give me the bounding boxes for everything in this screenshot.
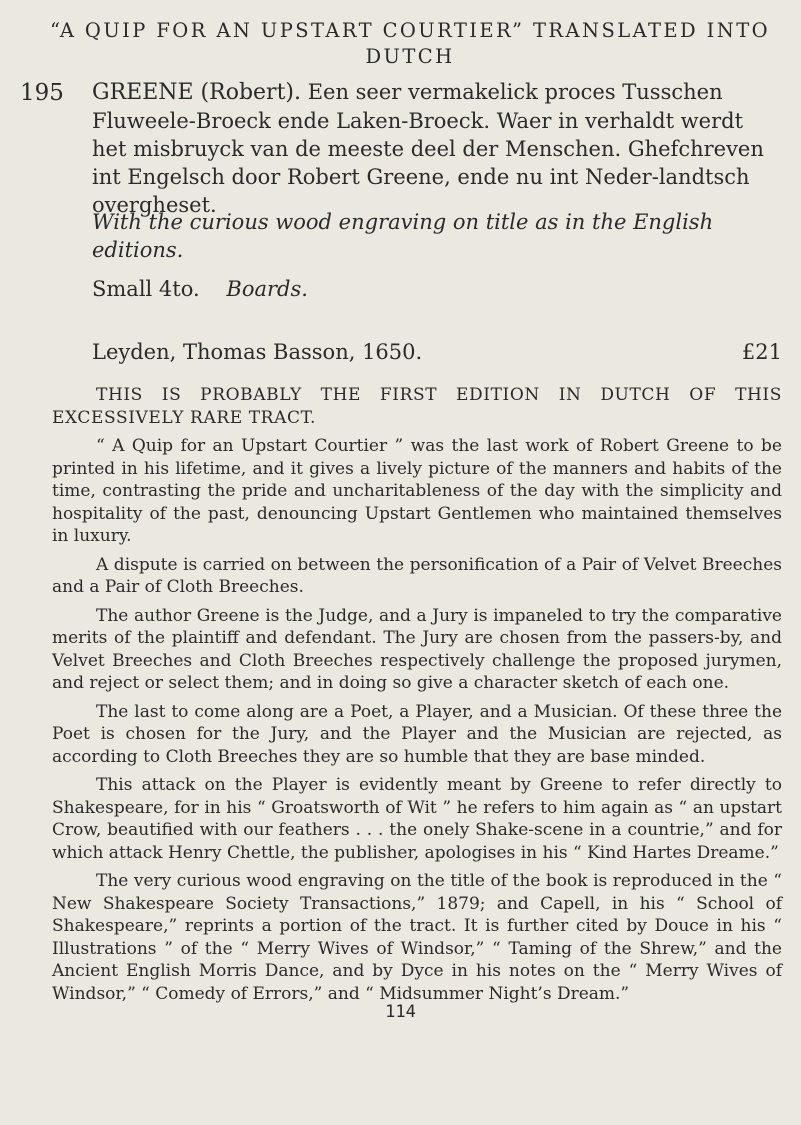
entry-title-text: Een seer vermakelick proces Tusschen Fluweele-Broeck ende Laken-Broeck. Waer in verhaldt werdt het misbruyck van de meeste deel der Menschen. Ghefchreven int Engelsch door Robert Greene, ende nu int Neder-landtsch overgheset.: [92, 80, 764, 217]
page-header: “A QUIP FOR AN UPSTART COURTIER” TRANSLATED INTO DUTCH: [50, 19, 770, 68]
lot-number: 195: [20, 80, 64, 106]
entry-price: £21: [741, 340, 782, 364]
description-paragraph-6: This attack on the Player is evidently meant by Greene to refer directly to Shakespeare, for in his “ Groatsworth of Wit ” he refers to him again as “ an upstart Crow, beautified with our feathers . . . the onely Shake-scene in a countrie,” and for which attack Henry Chettle, the publisher, apologises in his “ Kind Hartes Dreame.”: [52, 775, 782, 863]
entry-imprint: Leyden, Thomas Basson, 1650.: [92, 340, 423, 364]
description-paragraph-7: The very curious wood engraving on the title of the book is reproduced in the “ New Shakespeare Society Transactions,” 1879; and Capell, in his “ School of Shakespeare,” reprints a portion of the tract. It is further cited by Douce in his “ Illustrations ” of the “ Merry Wives of Windsor,” “ Taming of the Shrew,” and the Ancient English Morris Dance, and by Dyce in his notes on the “ Merry Wives of Windsor,” “ Comedy of Errors,” and “ Midsummer Night’s Dream.”: [52, 871, 782, 1004]
format-size: Small 4to.: [92, 277, 200, 301]
description-paragraph-3: A dispute is carried on between the personification of a Pair of Velvet Breeches and a Pair of Cloth Breeches.: [52, 554, 782, 597]
page-number: 114: [385, 1002, 416, 1022]
entry-note: With the curious wood engraving on title as in the English editions.: [92, 210, 714, 262]
entry-description: [52, 384, 782, 1011]
format-binding: Boards.: [226, 277, 308, 301]
imprint-row: [92, 338, 782, 366]
description-paragraph-4: The author Greene is the Judge, and a Jury is impaneled to try the comparative merits of the plaintiff and defendant. The Jury are chosen from the passers-by, and Velvet Breeches and Cloth Breeches respectively challenge the proposed jurymen, and reject or select them; and in doing so give a character sketch of each one.: [52, 605, 782, 693]
entry-format: [92, 275, 782, 303]
description-paragraph-2: “ A Quip for an Upstart Courtier ” was the last work of Robert Greene to be printed in his lifetime, and it gives a lively picture of the manners and habits of the time, contrasting the pride and uncharitableness of the day with the simplicity and hospitality of the past, denouncing Upstart Gentlemen who maintained themselves in luxury.: [52, 436, 782, 546]
entry-title-block: [92, 78, 782, 219]
description-paragraph-1: THIS IS PROBABLY THE FIRST EDITION IN DUTCH OF THIS EXCESSIVELY RARE TRACT.: [52, 385, 782, 428]
entry-author: GREENE (Robert).: [92, 80, 301, 105]
description-paragraph-5: The last to come along are a Poet, a Player, and a Musician. Of these three the Poet is chosen for the Jury, and the Player and the Musician are rejected, as according to Cloth Breeches they are so humble that they are base minded.: [52, 701, 782, 767]
